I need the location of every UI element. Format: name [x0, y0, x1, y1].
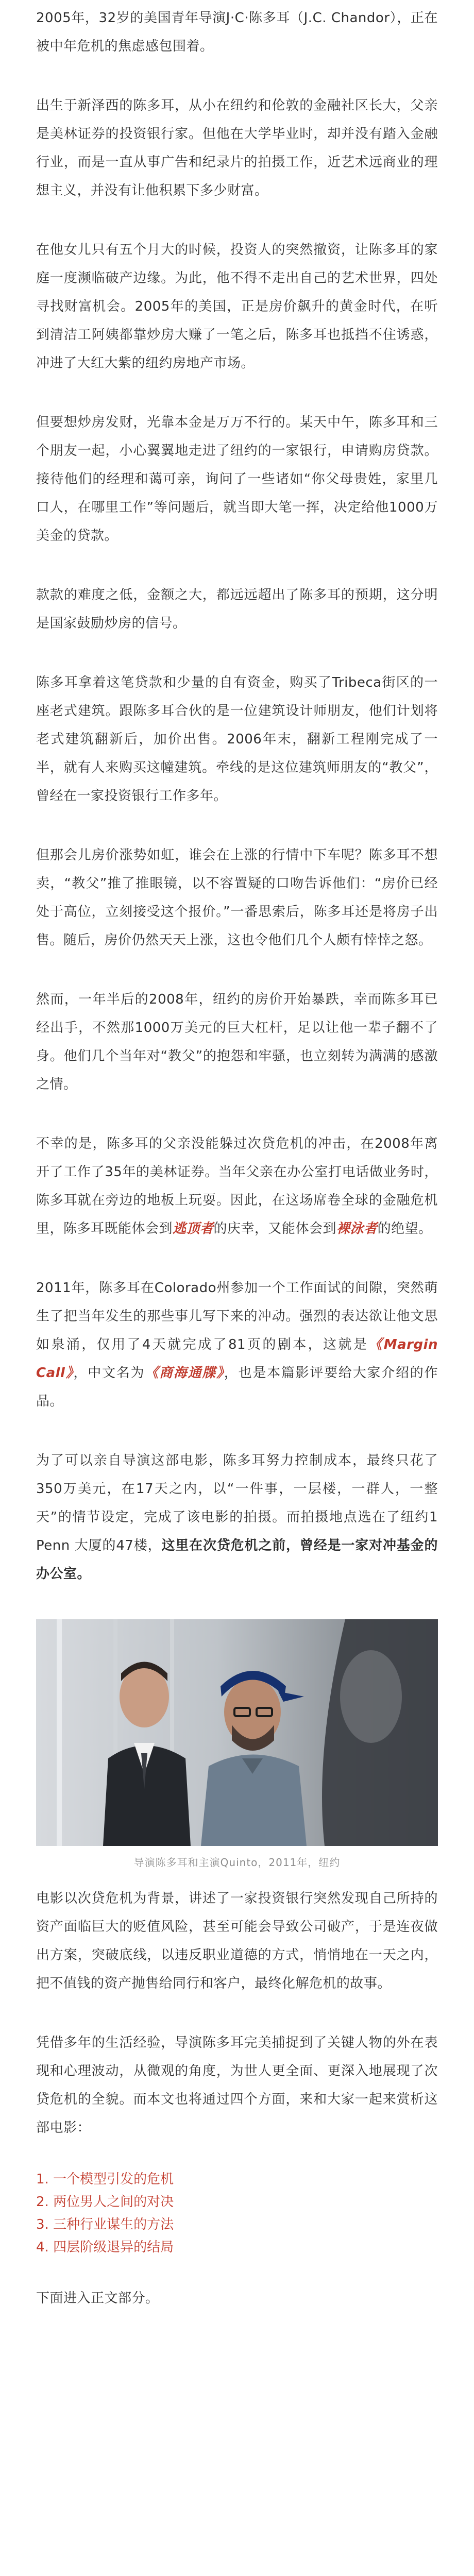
paragraph-synopsis: 电影以次贷危机为背景，讲述了一家投资银行突然发现自己所持的资产面临巨大的贬值风险，甚至可能会导致公司破产，于是连夜做出方案，突破底线，以违反职业道德的方式，悄悄地在一天之内，把不值钱的资产抛售给同行和客户，最终化解危机的故事。: [36, 1891, 438, 1991]
emphasis-office: 这里在次贷危机之前，曾经是一家对冲基金的办公室。: [36, 1538, 438, 1582]
paragraph-overview: 凭借多年的生活经验，导演陈多耳完美捕捉到了关键人物的外在表现和心理波动，从微观的角度，为世人更全面、更深入地展现了次贷危机的全貌。而本文也将通过四个方面，来和大家一起来赏析这部电影：: [36, 2035, 438, 2136]
paragraph-script: [36, 1274, 438, 1416]
paragraph-2008: 然而，一年半后的2008年，纽约的房价开始暴跌，幸而陈多耳已经出手，不然那1000万美元的巨大杠杆，足以让他一辈子翻不了身。他们几个当年对“教父”的抱怨和牢骚，也立刻转为满满的感激之情。: [36, 992, 438, 1092]
emphasis-naked-swimmer: 裸泳者: [336, 1221, 378, 1236]
paragraph-production-text: 为了可以亲自导演这部电影，陈多耳努力控制成本，最终只花了350万美元，在17天之内，以“一件事，一层楼，一群人，一整天”的情节设定，完成了该电影的拍摄。而拍摄地点选在了纽约1 Penn 大厦的47楼，: [36, 1453, 438, 1553]
paragraph-script-text: ，也是本篇影评要给大家介绍的作品。: [36, 1365, 438, 1409]
paragraph-transition: 下面进入正文部分。: [36, 2291, 159, 2306]
paragraph-script-text: 2011年，陈多耳在Colorado州参加一个工作面试的间隙，突然萌生了把当年发生的那些事儿写下来的冲动。强烈的表达欲让他文思如泉涌，仅用了4天就完成了81页的剧本，这就是: [36, 1280, 438, 1352]
paragraph-father-text: 不幸的是，陈多耳的父亲没能躲过次贷危机的冲击，在2008年离开了工作了35年的美林证券。当年父亲在办公室打电话做业务时，陈多耳就在旁边的地板上玩耍。因此，在这场席卷全球的金融危机里，陈多耳既能体会到: [36, 1136, 438, 1236]
film-title-chinese: 《商海通牒》: [145, 1365, 224, 1381]
paragraph-tribeca: 陈多耳拿着这笔贷款和少量的自有资金，购买了Tribeca街区的一座老式建筑。跟陈多耳合伙的是一位建筑设计师朋友，他们计划将老式建筑翻新后，加价出售。2006年末，翻新工程刚完成了一半，就有人来购买这幢建筑。牵线的是这位建筑师朋友的“教父”，曾经在一家投资银行工作多年。: [36, 675, 438, 804]
paragraph-bank-loan: 但要想炒房发财，光靠本金是万万不行的。某天中午，陈多耳和三个朋友一起，小心翼翼地走进了纽约的一家银行，申请购房贷款。接待他们的经理和蔼可亲，询问了一些诸如“你父母贵姓，家里几口人，在哪里工作”等问题后，就当即大笔一挥，决定给他1000万美金的贷款。: [36, 415, 438, 544]
paragraph-father: [36, 1130, 438, 1243]
paragraph-father-text: 的绝望。: [377, 1221, 432, 1236]
paragraph-production: [36, 1447, 438, 1588]
paragraph-loan-signal: 款款的难度之低，金额之大，都远远超出了陈多耳的预期，这分明是国家鼓励炒房的信号。: [36, 587, 438, 631]
outline-item: 2. 两位男人之间的对决: [36, 2194, 174, 2210]
paragraph-background: 出生于新泽西的陈多耳，从小在纽约和伦敦的金融社区长大，父亲是美林证券的投资银行家。但他在大学毕业时，却并没有踏入金融行业，而是一直从事广告和纪录片的拍摄工作，近艺术远商业的理想主义，并没有让他积累下多少财富。: [36, 98, 438, 198]
paragraph-family-crisis: 在他女儿只有五个月大的时候，投资人的突然撤资，让陈多耳的家庭一度濒临破产边缘。为此，他不得不走出自己的艺术世界，四处寻找财富机会。2005年的美国，正是房价飙升的黄金时代，在听到清洁工阿姨都靠炒房大赚了一笔之后，陈多耳也抵挡不住诱惑，冲进了大红大紫的纽约房地产市场。: [36, 242, 438, 371]
outline-item: 1. 一个模型引发的危机: [36, 2172, 174, 2187]
outline-list: [36, 2168, 438, 2259]
paragraph-father-text: 的庆幸，又能体会到: [213, 1221, 337, 1236]
photo-block: [36, 1619, 438, 1869]
outline-item: 4. 四层阶级退异的结局: [36, 2240, 174, 2255]
paragraph-script-text: ，中文名为: [73, 1365, 145, 1381]
paragraph-intro: 2005年，32岁的美国青年导演J·C·陈多耳（J.C. Chandor），正在被中年危机的焦虑感包围着。: [36, 10, 438, 54]
film-title-english: 《Margin Call》: [36, 1337, 438, 1381]
director-photo: [36, 1619, 438, 1846]
paragraph-sale: 但那会儿房价涨势如虹，谁会在上涨的行情中下车呢？陈多耳不想卖，“教父”推了推眼镜，以不容置疑的口吻告诉他们：“房价已经处于高位，立刻接受这个报价。”一番思索后，陈多耳还是将房子出售。随后，房价仍然天天上涨，这也令他们几个人颇有悻悻之怒。: [36, 848, 438, 948]
photo-caption: 导演陈多耳和主演Quinto，2011年，纽约: [133, 1856, 341, 1869]
outline-item: 3. 三种行业谋生的方法: [36, 2217, 174, 2232]
emphasis-escaper: 逃顶者: [173, 1221, 214, 1236]
